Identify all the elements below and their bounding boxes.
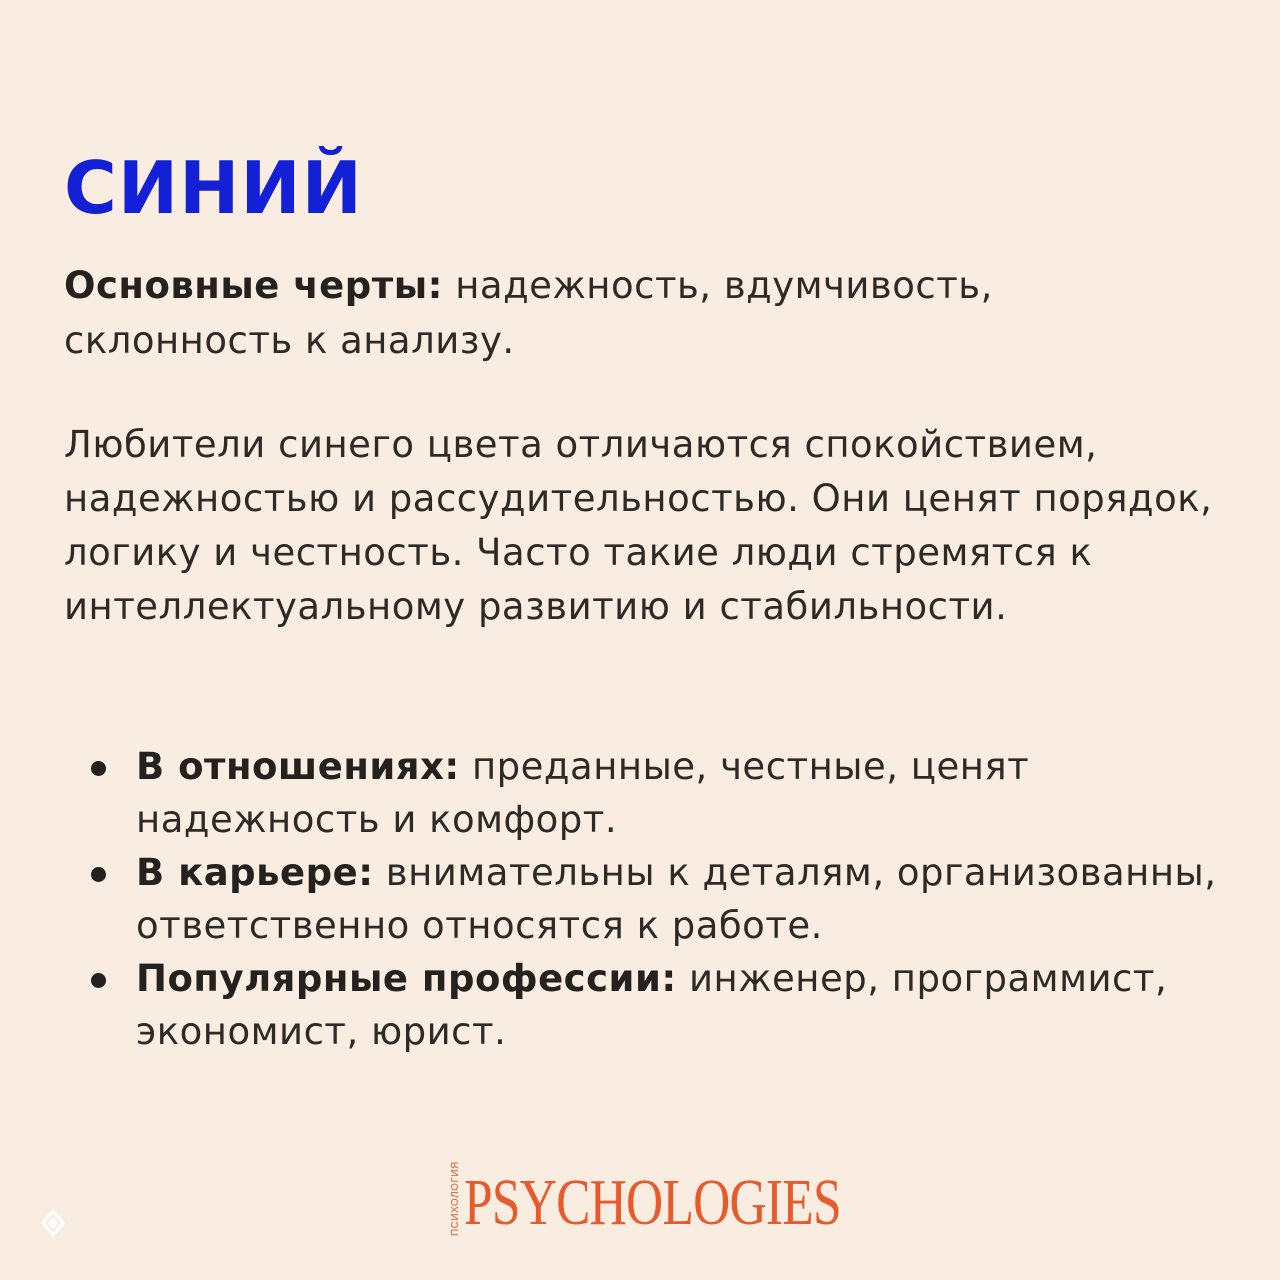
logo-subtitle: ПСИХОЛОГИЯ: [450, 1161, 461, 1236]
logo-wordmark: PSYCHOLOGIES: [464, 1166, 841, 1239]
diamond-logo-icon: [38, 1208, 68, 1238]
bullet-label: Популярные профессии:: [136, 957, 677, 1000]
psychologies-logo: [450, 1161, 947, 1239]
bullet-text: внимательны к деталям, организованны, ответственно относятся к работе.: [136, 851, 1217, 947]
bullet-label: В отношениях:: [136, 745, 460, 788]
list-item-career: [64, 846, 1224, 952]
bullet-marker: [91, 973, 106, 988]
bullet-label: В карьере:: [136, 851, 374, 894]
list-item-relationships: [64, 740, 1224, 846]
page-title: СИНИЙ: [64, 146, 363, 230]
main-traits: [64, 258, 1224, 368]
description: Любители синего цвета отличаются спокойствием, надежностью и рассудительностью. Они ценят порядок, логику и честность. Часто такие люди стремятся к интеллектуальному развитию и стабильности.: [64, 423, 1213, 628]
bullet-text: преданные, честные, ценят надежность и комфорт.: [136, 745, 1030, 841]
list-item-professions: [64, 952, 1224, 1058]
bullet-list: [64, 740, 1224, 1058]
bullet-text: инженер, программист, экономист, юрист.: [136, 957, 1168, 1053]
bullet-marker: [91, 867, 106, 882]
main-traits-text: надежность, вдумчивость, склонность к анализу.: [64, 264, 993, 362]
bullet-marker: [91, 761, 106, 776]
main-traits-label: Основные черты:: [64, 264, 443, 307]
